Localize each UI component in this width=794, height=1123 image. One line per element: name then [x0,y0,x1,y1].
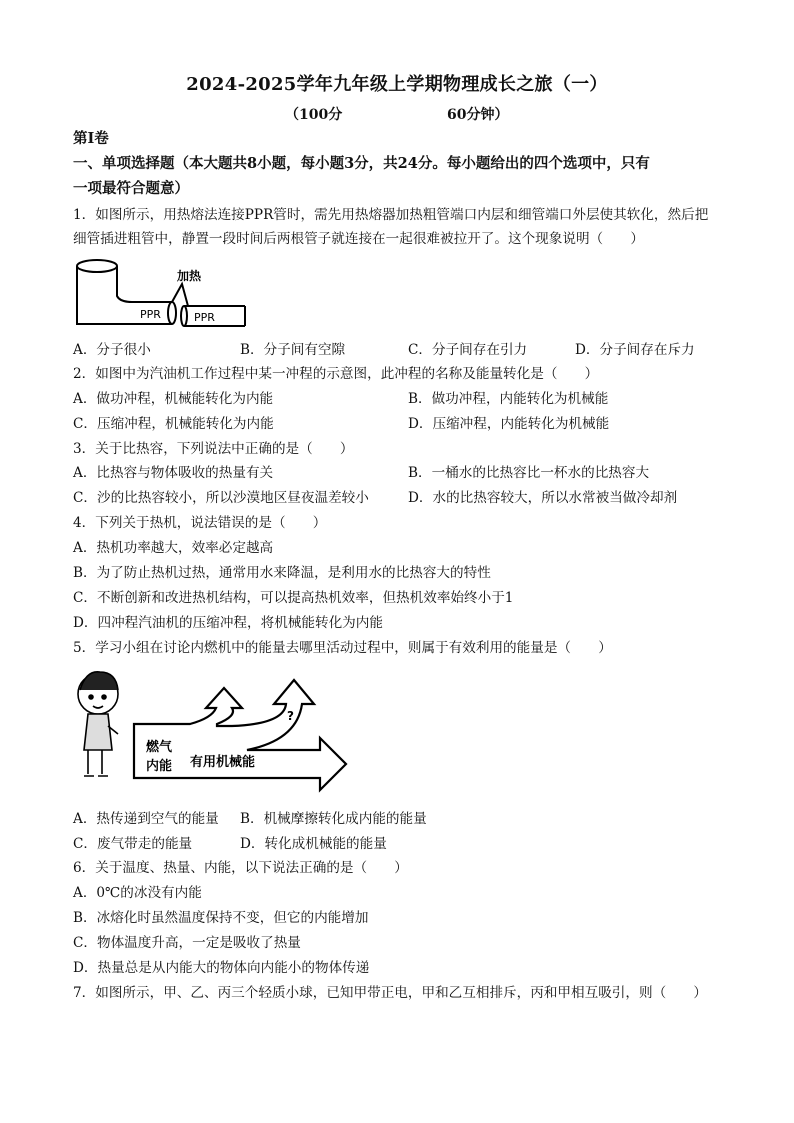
q4-option-d: D．四冲程汽油机的压缩冲程，将机械能转化为内能 [73,615,383,631]
fuel-label-line2: 内能 [146,759,173,774]
q4-option-c: C．不断创新和改进热机结构，可以提高热机效率，但热机效率始终小于1 [73,590,514,606]
q2-option-a: A．做功冲程，机械能转化为内能 [73,391,274,407]
q5-option-b: B．机械摩擦转化成内能的能量 [240,811,427,827]
q4-option-a: A．热机功率越大，效率必定越高 [73,540,274,556]
q6-stem: 6．关于温度、热量、内能，以下说法正确的是（ ） [73,860,408,876]
q2-option-d: D．压缩冲程，内能转化为机械能 [408,416,610,432]
q1-option-d: D．分子间存在斥力 [575,342,695,358]
q1-option-a: A．分子很小 [73,342,151,358]
q1-pipe-figure [72,256,252,332]
q6-option-a: A．0℃的冰没有内能 [73,885,202,901]
volume-label: 第Ⅰ卷 [73,130,109,147]
q3-option-d: D．水的比热容较大，所以水常被当做冷却剂 [408,490,678,506]
q7-stem: 7．如图所示，甲、乙、丙三个轻质小球，已知甲带正电，甲和乙互相排斥，丙和甲相互吸引，则（ ） [73,985,707,1001]
time-limit: 60分钟） [447,107,509,123]
heat-label: 加热 [177,269,202,283]
useful-energy-label: 有用机械能 [190,755,256,770]
q5-energy-figure [72,668,352,796]
q4-option-b: B．为了防止热机过热，通常用水来降温，是利用水的比热容大的特性 [73,565,491,581]
q1-option-c: C．分子间存在引力 [408,342,528,358]
fuel-label-line1: 燃气 [146,740,173,755]
q2-option-c: C．压缩冲程，机械能转化为内能 [73,416,274,432]
q2-stem: 2．如图中为汽油机工作过程中某一冲程的示意图，此冲程的名称及能量转化是（ ） [73,366,599,382]
q3-option-a: A．比热容与物体吸收的热量有关 [73,465,274,481]
section-heading-line1: 一、单项选择题（本大题共8小题，每小题3分，共24分。每小题给出的四个选项中，只有 [73,155,650,172]
q1-stem-line1: 1．如图所示，用热熔法连接PPR管时，需先用热熔器加热粗管端口内层和细管端口外层使其软化，然后把 [73,207,709,223]
pipe-label-right: PPR [194,311,215,324]
exam-title: 2024-2025学年九年级上学期物理成长之旅（一） [186,74,608,95]
thick-pipe [77,260,176,324]
section-heading-line2: 一项最符合题意） [73,180,189,197]
q6-option-b: B．冰熔化时虽然温度保持不变，但它的内能增加 [73,910,369,926]
q1-stem-line2: 细管插进粗管中，静置一段时间后两根管子就连接在一起很难被拉开了。这个现象说明（ ） [73,231,644,247]
q6-option-c: C．物体温度升高，一定是吸收了热量 [73,935,301,951]
girl-illustration [78,672,118,776]
q6-option-d: D．热量总是从内能大的物体向内能小的物体传递 [73,960,370,976]
q2-option-b: B．做功冲程，内能转化为机械能 [408,391,609,407]
q4-stem: 4．下列关于热机，说法错误的是（ ） [73,515,327,531]
q5-stem: 5．学习小组在讨论内燃机中的能量去哪里活动过程中，则属于有效利用的能量是（ ） [73,640,612,656]
q3-stem: 3．关于比热容，下列说法中正确的是（ ） [73,441,354,457]
total-score: （100分 [285,107,343,123]
unknown-energy-label: ? [287,709,294,723]
q3-option-b: B．一桶水的比热容比一杯水的比热容大 [408,465,650,481]
pipe-label-left: PPR [140,308,161,321]
q5-option-d: D．转化成机械能的能量 [240,836,387,852]
q1-option-b: B．分子间有空隙 [240,342,346,358]
q5-option-a: A．热传递到空气的能量 [73,811,219,827]
q3-option-c: C．沙的比热容较小，所以沙漠地区昼夜温差较小 [73,490,369,506]
q5-option-c: C．废气带走的能量 [73,836,193,852]
